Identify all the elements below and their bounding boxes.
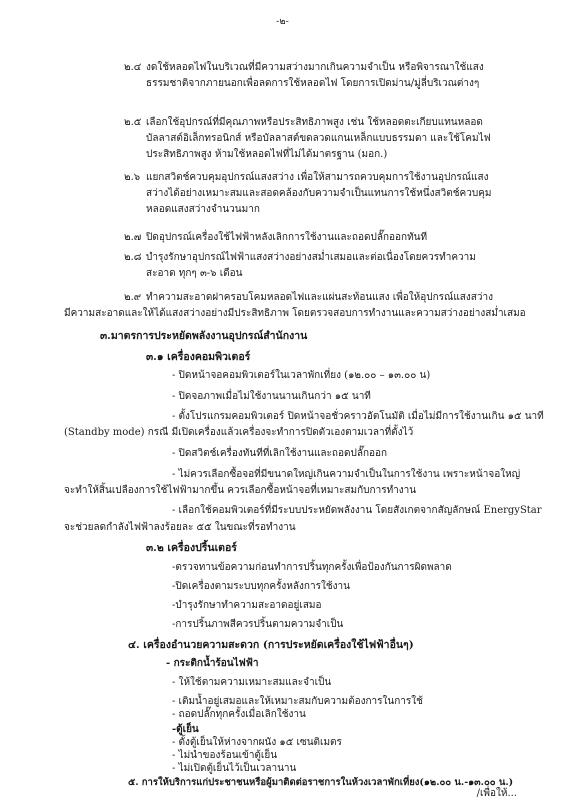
item-number: ๒.๗ [124, 232, 142, 243]
item-number: ๒.๔ [124, 62, 142, 73]
page-number: -๒- [276, 16, 289, 27]
list-item [124, 115, 538, 163]
item-number: ๒.๘ [124, 252, 142, 263]
bullet-item: - ถอดปลั๊กทุกครั้งเมื่อเลิกใช้งาน [172, 709, 306, 720]
bullet-item: - เลือกใช้คอมพิวเตอร์ที่มีระบบประหยัดพลังงาน โดยสังเกตจากสัญลักษณ์ EnergyStar [172, 505, 542, 516]
bullet-item: - ปิดหน้าจอคอมพิวเตอร์ในเวลาพักเที่ยง (๑๒.๐๐ – ๑๓.๐๐ น) [172, 370, 431, 381]
bullet-item: -ตรวจทานข้อความก่อนทำการปริ้นทุกครั้งเพื่อป้องกันการผิดพลาด [172, 562, 452, 573]
item-line: สว่างได้อย่างเหมาะสมและสอดคล้องกับความจำเป็นแทนการใช้หนึ่งสวิตช์ควบคุม [146, 188, 492, 199]
subsection-heading: ๓.๑ เครื่องคอมพิวเตอร์ [146, 351, 251, 363]
bullet-continuation: จะทำให้สิ้นเปลืองการใช้ไฟฟ้ามากขึ้น ควรเลือกซื้อหน้าจอที่เหมาะสมกับการทำงาน [64, 485, 417, 496]
bullet-item: - ตั้งโปรแกรมคอมพิวเตอร์ ปิดหน้าจอชั่วคราวอัตโนมัติ เมื่อไม่มีการใช้งานเกิน ๑๕ นาที [172, 411, 544, 422]
bullet-continuation: (Standby mode) กรณี มีเปิดเครื่องแล้วเครื่องจะทำการปิดตัวเองตามเวลาที่ตั้งไว้ [64, 427, 414, 438]
bullet-item: -การปริ้นภาพสีควรปริ้นตามความจำเป็น [172, 619, 344, 630]
item-line: ทำความสะอาดฝาครอบโคมหลอดไฟและแผ่นสะท้อนแสง เพื่อให้อุปกรณ์แสงสว่าง [146, 292, 493, 303]
item-line: แยกสวิตช์ควบคุมอุปกรณ์แสงสว่าง เพื่อให้สามารถควบคุมการใช้งานอุปกรณ์แสง [146, 172, 489, 183]
list-item [124, 250, 538, 282]
bullet-item: -บำรุงรักษาทำความสะอาดอยู่เสมอ [172, 600, 322, 611]
bullet-item: - ปิดจอภาพเมื่อไม่ใช้งานนานเกินกว่า ๑๕ นาที [172, 391, 371, 402]
bullet-continuation: จะช่วยลดกำลังไฟฟ้าลงร้อยละ ๕๕ ในขณะที่รอทำงาน [64, 522, 296, 533]
item-number: ๒.๕ [124, 117, 142, 128]
item-line: หลอดแสงสว่างจำนวนมาก [146, 204, 260, 215]
bullet-item: -ปิดเครื่องตามระบบทุกครั้งหลังการใช้งาน [172, 581, 350, 592]
subsection-heading: -ตู้เย็น [172, 724, 199, 735]
item-line: เลือกใช้อุปกรณ์ที่มีคุณภาพหรือประสิทธิภาพสูง เช่น ใช้หลอดตะเกียบแทนหลอด [146, 117, 483, 128]
item-line: บัลลาสต์อิเล็กทรอนิกส์ หรือบัลลาสต์ขดลวดแกนเหล็กแบบธรรมดา และใช้โคมไฟ [146, 133, 491, 144]
section-heading: ๓.มาตรการประหยัดพลังงานอุปกรณ์สำนักงาน [100, 330, 308, 342]
item-line: ประสิทธิภาพสูง ห้ามใช้หลอดไฟที่ไม่ได้มาตรฐาน (มอก.) [146, 149, 388, 160]
bullet-item: - ไม่เปิดตู้เย็นไว้เป็นเวลานาน [172, 763, 297, 774]
bullet-item: - ตั้งตู้เย็นให้ห่างจากผนัง ๑๕ เซนติเมตร [172, 737, 342, 748]
item-line: ธรรมชาติจากภายนอกเพื่อลดการใช้หลอดไฟ โดยการเปิดม่าน/มู่ลี่บริเวณต่างๆ [146, 78, 480, 89]
item-continuation: มีความสะอาดและให้ได้แสงสว่างอย่างมีประสิทธิภาพ โดยตรวจสอบการทำงานและความสว่างอย่างสม่ำเสมอ [64, 308, 526, 319]
subsection-heading: - กระติกน้ำร้อนไฟฟ้า [166, 658, 259, 669]
item-line: ปิดอุปกรณ์เครื่องใช้ไฟฟ้าหลังเลิกการใช้งานและถอดปลั๊กออกทันที [146, 232, 428, 243]
list-item [124, 60, 538, 92]
bullet-item: - ให้ใช้ตามความเหมาะสมและจำเป็น [172, 677, 332, 688]
section-heading: ๕. การให้บริการแก่ประชาชนหรือผู้มาติดต่อราชการในห้วงเวลาพักเที่ยง(๑๒.๐๐ น.-๑๓.๐๐ น.) [128, 777, 514, 788]
page-footer: /เพื่อให้... [476, 788, 517, 799]
bullet-item: - เติมน้ำอยู่เสมอและให้เหมาะสมกับความต้องการในการใช้ [172, 696, 423, 707]
bullet-item: - ปิดสวิตช์เครื่องทันทีที่เลิกใช้งานและถอดปลั๊กออก [172, 448, 388, 459]
bullet-item: - ไม่นำของร้อนเข้าตู้เย็น [172, 750, 278, 761]
item-line: งดใช้หลอดไฟในบริเวณที่มีความสว่างมากเกินความจำเป็น หรือพิจารณาใช้แสง [146, 62, 484, 73]
item-number: ๒.๖ [124, 172, 141, 183]
item-line: บำรุงรักษาอุปกรณ์ไฟฟ้าแสงสว่างอย่างสม่ำเสมอและต่อเนื่องโดยควรทำความ [146, 252, 476, 263]
item-line: สะอาด ทุกๆ ๓-๖ เดือน [146, 268, 243, 279]
bullet-item: - ไม่ควรเลือกซื้อจอที่มีขนาดใหญ่เกินความจำเป็นในการใช้งาน เพราะหน้าจอใหญ่ [172, 469, 521, 480]
list-item [124, 230, 538, 246]
list-item [124, 290, 538, 306]
subsection-heading: ๓.๒ เครื่องปริ้นเตอร์ [146, 542, 237, 554]
section-heading: ๔. เครื่องอำนวยความสะดวก (การประหยัดเครื่องใช้ไฟฟ้าอื่นๆ) [128, 639, 414, 651]
item-number: ๒.๙ [124, 292, 142, 303]
list-item [124, 170, 538, 218]
